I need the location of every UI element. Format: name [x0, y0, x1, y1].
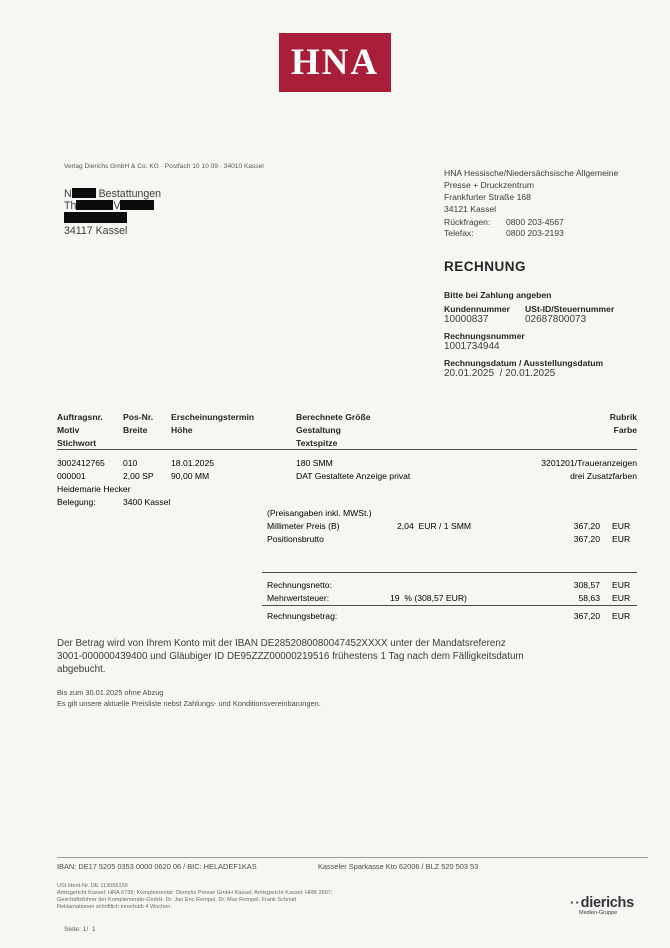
legal-vat-id: USt Ident-Nr. DE 113056159 [57, 883, 128, 889]
currency-label: EUR [612, 593, 631, 603]
legal-register: Amtsgericht Kassel: HRA 6739; Komplementär: Dierichs Presse GmbH Kassel; Amtsgericht Kassel: HRB 2697; [57, 890, 333, 896]
invoice-date-label: Rechnungsdatum / Ausstellungsdatum [444, 358, 604, 368]
payment-reference-note: Bitte bei Zahlung angeben [444, 290, 552, 300]
legal-claims: Reklamationen schriftlich innerhalb 4 Wochen. [57, 904, 172, 910]
table-header-rule [57, 449, 637, 450]
price-note-row [57, 507, 637, 519]
total-line [57, 610, 637, 622]
redaction-box [64, 212, 127, 223]
fax-number: 0800 203-2193 [506, 228, 564, 238]
footer-rule [57, 857, 648, 858]
issuer-city: 34121 Kassel [444, 204, 497, 214]
phone-label: Rückfragen: [444, 217, 491, 227]
total-line [57, 579, 637, 591]
col-auftragsnr: Auftragsnr. [57, 412, 103, 422]
dierichs-logo [570, 894, 634, 916]
belegung-label: Belegung: [57, 497, 96, 507]
table-header-row-3 [57, 437, 637, 449]
currency-label: EUR [612, 534, 631, 544]
calculated-size: 180 SMM [296, 458, 333, 468]
dierichs-logo-dots: ·· [570, 895, 581, 910]
publication-date: 18.01.2025 [171, 458, 215, 468]
grand-total-amount: 367,20 [573, 611, 600, 621]
col-breite: Breite [123, 425, 148, 435]
dierichs-logo-name: dierichs [580, 895, 634, 911]
invoice-number-label: Rechnungsnummer [444, 331, 525, 341]
redaction-box [120, 200, 154, 210]
width-value: 2,00 SP [123, 471, 154, 481]
col-farbe: Farbe [613, 425, 637, 435]
keyword: Heidemarie Hecker [57, 484, 131, 494]
belegung-value: 3400 Kassel [123, 497, 171, 507]
mm-price-label: Millimeter Preis (B) [267, 521, 340, 531]
grand-total-label: Rechnungsbetrag: [267, 611, 338, 621]
rubric: 3201201/Traueranzeigen [541, 458, 637, 468]
col-hoehe: Höhe [171, 425, 193, 435]
table-row [57, 457, 637, 469]
recipient-line-2 [64, 200, 161, 212]
vat-amount: 58,63 [578, 593, 600, 603]
recipient-line-3 [64, 212, 161, 225]
design-type: DAT Gestaltete Anzeige privat [296, 471, 411, 481]
customer-number-value: 10000837 [444, 314, 489, 325]
motif-number: 000001 [57, 471, 86, 481]
net-total-label: Rechnungsnetto: [267, 580, 332, 590]
recipient-contact-mid: V [113, 200, 121, 212]
currency-label: EUR [612, 521, 631, 531]
table-header-row-2 [57, 424, 637, 436]
col-gestaltung: Gestaltung [296, 425, 341, 435]
position-gross-label: Positionsbrutto [267, 534, 324, 544]
order-number: 3002412765 [57, 458, 105, 468]
color-spec: drei Zusatzfarben [570, 471, 637, 481]
tax-id-label: USt-ID/Steuernummer [525, 304, 615, 314]
col-stichwort: Stichwort [57, 438, 97, 448]
terms-line-1: Bis zum 30.01.2025 ohne Abzug [57, 688, 164, 697]
mm-price-detail: 2,04 EUR / 1 SMM [397, 521, 472, 531]
invoice-date-value: 20.01.2025 / 20.01.2025 [444, 368, 556, 379]
issuer-street: Frankfurter Straße 168 [444, 192, 531, 202]
hna-logo-text: HNA [290, 42, 380, 83]
sender-return-address: Verlag Dierichs GmbH & Co. KG · Postfach 10 10 09 · 34010 Kassel [64, 163, 264, 170]
customer-number-label: Kundennummer [444, 304, 510, 314]
col-erscheinungstermin: Erscheinungstermin [171, 412, 255, 422]
redaction-box [76, 200, 113, 210]
table-row [57, 470, 637, 482]
position-gross-amount: 367,20 [573, 534, 600, 544]
issuer-name: HNA Hessische/Niedersächsische Allgemeine [444, 168, 619, 178]
total-line [57, 592, 637, 604]
issuer-dept: Presse + Druckzentrum [444, 180, 535, 190]
table-row [57, 483, 637, 495]
col-motiv: Motiv [57, 425, 80, 435]
terms-line-2: Es gilt unsere aktuelle Preisliste nebst Zahlungs- und Konditionsvereinbarungen. [57, 699, 321, 708]
height-value: 90,00 MM [171, 471, 210, 481]
currency-label: EUR [612, 580, 631, 590]
vat-detail: 19 % (308,57 EUR) [390, 593, 467, 603]
debit-notice-line-2: 3001-000000439400 und Gläubiger ID DE95ZZZ00000219516 frühestens 1 Tag nach dem Fälligkeitsdatum [57, 651, 524, 662]
totals-bottom-rule [262, 605, 637, 606]
price-note: (Preisangaben inkl. MWSt.) [267, 508, 372, 518]
dierichs-logo-subtitle: Medien-Gruppe [579, 910, 618, 916]
recipient-name-prefix: N [64, 188, 72, 200]
price-line [57, 520, 637, 532]
net-total-amount: 308,57 [573, 580, 600, 590]
mm-price-amount: 367,20 [573, 521, 600, 531]
col-rubrik: Rubrik [609, 412, 637, 422]
position-number: 010 [123, 458, 138, 468]
debit-notice-line-3: abgebucht. [57, 664, 106, 675]
totals-top-rule [262, 572, 637, 573]
recipient-line-1 [64, 188, 161, 200]
legal-managers: Geschäftsführer der Komplementär-GmbH: Dr. Jan Eric Rempel, Dr. Max Rempel, Frank Schmid [57, 897, 297, 903]
page-number: Seite: 1/ 1 [64, 926, 96, 933]
tax-id-value: 02687800073 [525, 314, 587, 325]
debit-notice-line-1: Der Betrag wird von Ihrem Konto mit der IBAN DE2852080080047452XXXX unter der Mandatsreferenz [57, 638, 506, 649]
recipient-address-block [64, 188, 161, 237]
currency-label: EUR [612, 611, 631, 621]
fax-label: Telefax: [444, 228, 474, 238]
price-line [57, 533, 637, 545]
redaction-box [72, 188, 96, 198]
vat-label: Mehrwertsteuer: [267, 593, 330, 603]
col-textspitze: Textspitze [296, 438, 338, 448]
bank-iban-bic: IBAN: DE17 5205 0353 0000 0620 06 / BIC: HELADEF1KAS [57, 862, 257, 871]
col-berechnete-groesse: Berechnete Größe [296, 412, 371, 422]
bank-name-account: Kasseler Sparkasse Kto 62006 / BLZ 520 503 53 [318, 862, 479, 871]
invoice-title: RECHNUNG [444, 259, 527, 274]
recipient-name-suffix: Bestattungen [98, 188, 162, 200]
col-pos-nr: Pos-Nr. [123, 412, 154, 422]
phone-number: 0800 203-4567 [506, 217, 564, 227]
recipient-city: 34117 Kassel [64, 225, 128, 237]
hna-logo [279, 33, 391, 92]
issuer-address-block [444, 167, 618, 215]
table-header-row-1 [57, 411, 637, 423]
invoice-number-value: 1001734944 [444, 341, 500, 352]
recipient-contact-prefix: Th [64, 200, 77, 212]
